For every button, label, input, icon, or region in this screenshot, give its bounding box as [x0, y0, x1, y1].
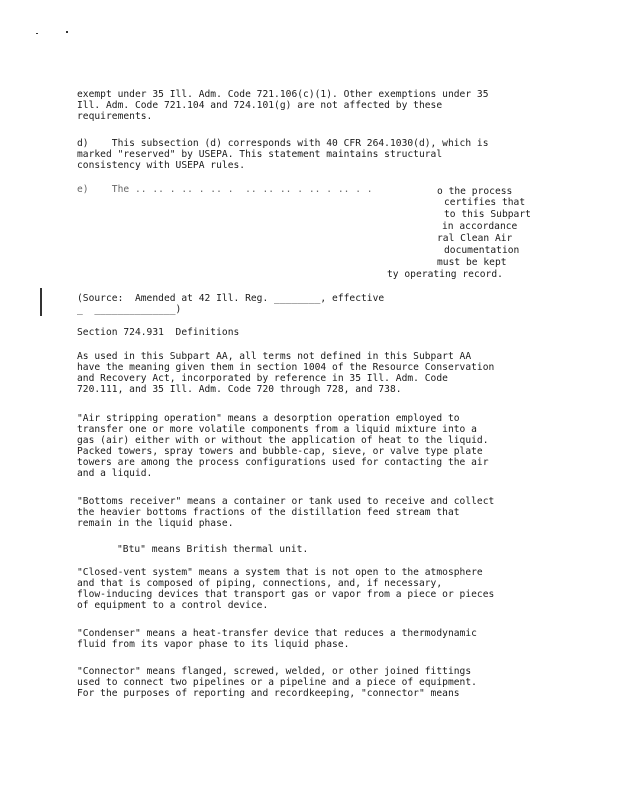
definition-line: fluid from its vapor phase to its liquid phase. [77, 639, 350, 650]
definition-line: "Bottoms receiver" means a container or tank used to receive and collect [77, 496, 495, 507]
intro-line: Ill. Adm. Code 721.104 and 724.101(g) are not affected by these [77, 100, 443, 111]
subsection-d-line: consistency with USEPA rules. [77, 160, 246, 171]
subsection-e-fragment: in accordance [442, 221, 518, 232]
source-note-line: (Source: Amended at 42 Ill. Reg. ________, effective [77, 293, 385, 304]
subsection-e-fragment: o the process [437, 186, 513, 197]
definition-line: "Air stripping operation" means a desorption operation employed to [77, 413, 460, 424]
definition-line: "Btu" means British thermal unit. [117, 544, 309, 555]
subsection-e-fragment: documentation [444, 245, 520, 256]
definition-line: the heavier bottoms fractions of the distillation feed stream that [77, 507, 460, 518]
definitions-intro-line: have the meaning given them in section 1004 of the Resource Conservation [77, 362, 495, 373]
definition-line: "Condenser" means a heat-transfer device that reduces a thermodynamic [77, 628, 477, 639]
section-heading: Section 724.931 Definitions [77, 327, 240, 338]
definition-line: of equipment to a control device. [77, 600, 269, 611]
definition-line: and a liquid. [77, 468, 153, 479]
scan-speck [66, 31, 68, 33]
definition-line: For the purposes of reporting and recordkeeping, "connector" means [77, 688, 460, 699]
subsection-e-fragment: certifies that [444, 197, 526, 208]
definition-line: flow-inducing devices that transport gas or vapor from a piece or pieces [77, 589, 495, 600]
definitions-intro-line: 720.111, and 35 Ill. Adm. Code 720 through 728, and 738. [77, 384, 402, 395]
intro-line: requirements. [77, 111, 153, 122]
definition-line: and that is composed of piping, connections, and, if necessary, [77, 578, 443, 589]
intro-line: exempt under 35 Ill. Adm. Code 721.106(c)(1). Other exemptions under 35 [77, 89, 489, 100]
scan-speck [36, 33, 38, 34]
definitions-intro-line: and Recovery Act, incorporated by reference in 35 Ill. Adm. Code [77, 373, 448, 384]
definition-line: "Closed-vent system" means a system that is not open to the atmosphere [77, 567, 483, 578]
revision-bar [40, 288, 42, 316]
subsection-e-obscured-line: e) The .. .. . .. . .. . .. .. .. . .. . .. . . [77, 184, 373, 195]
subsection-e-fragment: to this Subpart [444, 209, 531, 220]
definition-line: "Connector" means flanged, screwed, welded, or other joined fittings [77, 666, 472, 677]
subsection-e-fragment: ral Clean Air [437, 233, 513, 244]
source-note-line: _ ______________) [77, 304, 182, 315]
definition-line: towers are among the process configurations used for contacting the air [77, 457, 489, 468]
definition-line: Packed towers, spray towers and bubble-cap, sieve, or valve type plate [77, 446, 483, 457]
definition-line: transfer one or more volatile components from a liquid mixture into a [77, 424, 477, 435]
subsection-d-line: d) This subsection (d) corresponds with 40 CFR 264.1030(d), which is [77, 138, 489, 149]
definition-line: used to connect two pipelines or a pipeline and a piece of equipment. [77, 677, 477, 688]
subsection-e-fragment: must be kept [437, 257, 507, 268]
subsection-d-line: marked "reserved" by USEPA. This statement maintains structural [77, 149, 443, 160]
definition-line: gas (air) either with or without the application of heat to the liquid. [77, 435, 489, 446]
subsection-e-fragment: ty operating record. [387, 269, 503, 280]
definition-line: remain in the liquid phase. [77, 518, 234, 529]
definitions-intro-line: As used in this Subpart AA, all terms not defined in this Subpart AA [77, 351, 472, 362]
